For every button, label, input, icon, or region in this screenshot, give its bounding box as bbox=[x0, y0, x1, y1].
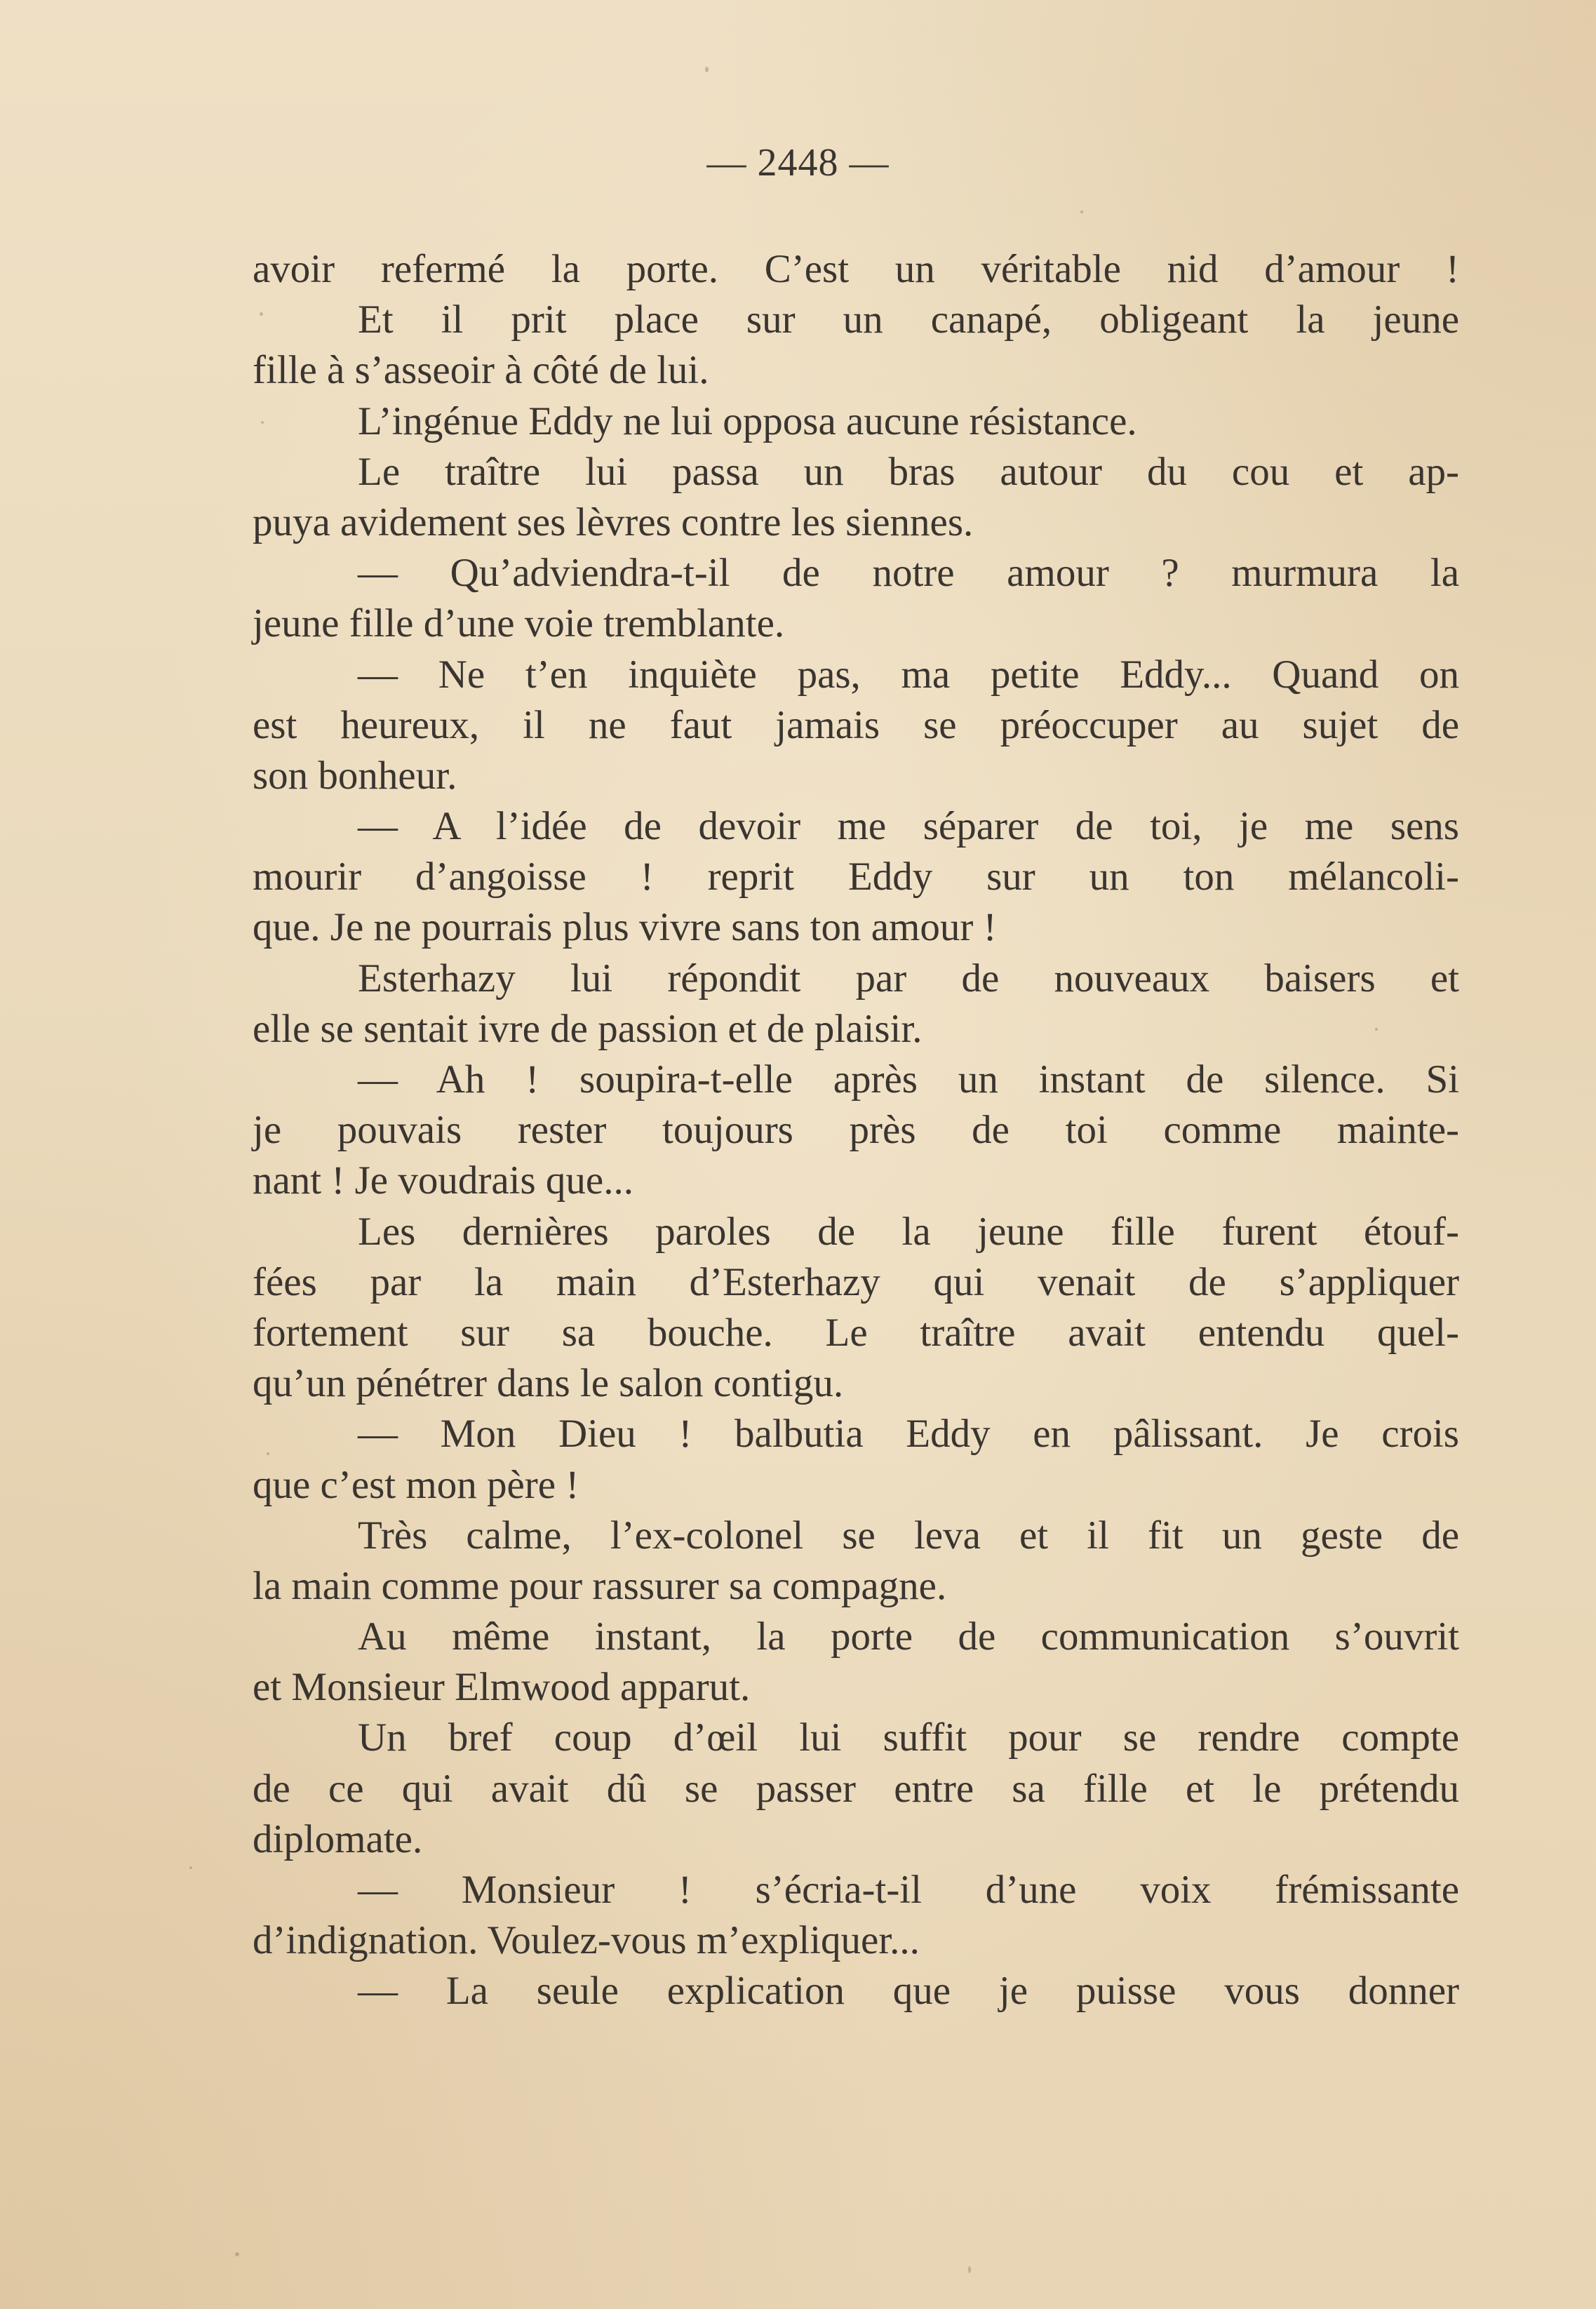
text-line: — Monsieur ! s’écria-t-il d’une voix frémissante bbox=[358, 1868, 1459, 1912]
paper-speck bbox=[968, 2266, 971, 2273]
paper-speck bbox=[235, 2252, 239, 2256]
text-line: nant ! Je voudrais que... bbox=[253, 1158, 633, 1203]
paper-speck bbox=[189, 1866, 192, 1869]
text-line: Au même instant, la porte de communication s’ouvrit bbox=[358, 1614, 1459, 1659]
paper-speck bbox=[705, 67, 709, 72]
text-line: et Monsieur Elmwood apparut. bbox=[253, 1665, 751, 1710]
text-line: L’ingénue Eddy ne lui opposa aucune résistance. bbox=[358, 399, 1137, 443]
paper-speck bbox=[1080, 210, 1083, 213]
text-line: d’indignation. Voulez-vous m’expliquer... bbox=[253, 1918, 920, 1963]
page-number: — 2448 — bbox=[706, 141, 890, 185]
text-line: diplomate. bbox=[253, 1816, 423, 1861]
paper-speck bbox=[261, 421, 264, 424]
body-text bbox=[253, 244, 1459, 2017]
paper-speck bbox=[260, 312, 263, 316]
text-line: Et il prit place sur un canapé, obligeant la jeune bbox=[358, 297, 1459, 342]
text-line: — Ah ! soupira-t-elle après un instant de silence. Si bbox=[358, 1057, 1459, 1102]
text-line: Les dernières paroles de la jeune fille furent étouf- bbox=[358, 1209, 1459, 1254]
text-line: — La seule explication que je puisse vous donner bbox=[358, 1969, 1459, 2014]
text-line: Le traître lui passa un bras autour du cou et ap- bbox=[358, 449, 1459, 494]
paper-speck bbox=[267, 1452, 269, 1455]
text-line: Esterhazy lui répondit par de nouveaux baisers et bbox=[358, 956, 1459, 1000]
text-line: puya avidement ses lèvres contre les siennes. bbox=[253, 500, 974, 544]
text-line: est heureux, il ne faut jamais se préoccuper au sujet de bbox=[253, 702, 1459, 747]
text-line: que. Je ne pourrais plus vivre sans ton amour ! bbox=[253, 905, 997, 950]
text-line: son bonheur. bbox=[253, 753, 457, 798]
text-line: qu’un pénétrer dans le salon contigu. bbox=[253, 1361, 844, 1406]
text-line: — Mon Dieu ! balbutia Eddy en pâlissant. Je crois bbox=[358, 1412, 1459, 1457]
text-line: fortement sur sa bouche. Le traître avait entendu quel- bbox=[253, 1310, 1459, 1355]
text-line: que c’est mon père ! bbox=[253, 1462, 579, 1507]
text-line: la main comme pour rassurer sa compagne. bbox=[253, 1563, 947, 1608]
text-line: mourir d’angoisse ! reprit Eddy sur un ton mélancoli- bbox=[253, 855, 1459, 899]
text-line: — A l’idée de devoir me séparer de toi, je me sens bbox=[358, 804, 1459, 849]
text-line: je pouvais rester toujours près de toi comme mainte- bbox=[253, 1108, 1459, 1153]
text-line: elle se sentait ivre de passion et de plaisir. bbox=[253, 1006, 923, 1051]
text-line: de ce qui avait dû se passer entre sa fille et le prétendu bbox=[253, 1766, 1459, 1811]
paper-speck bbox=[1375, 1028, 1378, 1031]
text-line: Très calme, l’ex-colonel se leva et il fit un geste de bbox=[358, 1513, 1459, 1558]
text-line: fées par la main d’Esterhazy qui venait de s’appliquer bbox=[253, 1259, 1459, 1304]
text-line: Un bref coup d’œil lui suffit pour se rendre compte bbox=[358, 1715, 1459, 1760]
text-line: fille à s’asseoir à côté de lui. bbox=[253, 348, 709, 393]
text-line: — Ne t’en inquiète pas, ma petite Eddy... Quand on bbox=[358, 652, 1459, 697]
text-line: — Qu’adviendra-t-il de notre amour ? murmura la bbox=[358, 551, 1459, 596]
text-line: avoir refermé la porte. C’est un véritable nid d’amour ! bbox=[253, 247, 1459, 291]
text-line: jeune fille d’une voie tremblante. bbox=[253, 601, 785, 646]
